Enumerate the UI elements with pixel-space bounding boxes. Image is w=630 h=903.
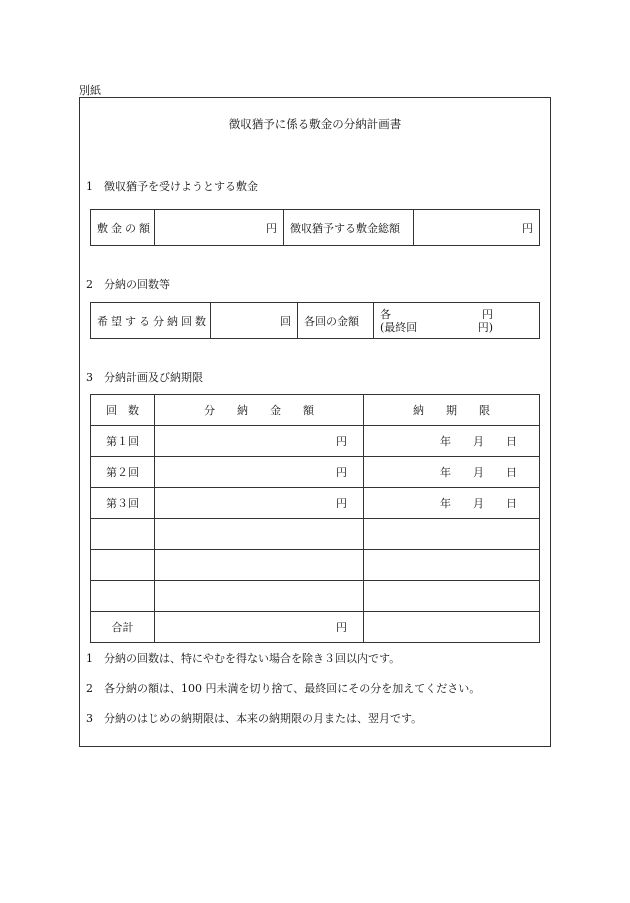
row-yen: 円 — [336, 497, 347, 510]
col-deadline-header: 納 期 限 — [364, 395, 540, 426]
document-title: 徴収猶予に係る敷金の分納計画書 — [228, 117, 402, 131]
row-month: 月 — [473, 435, 484, 448]
deposit-amount-field[interactable] — [155, 210, 284, 246]
section3-heading: 3 分納計画及び納期限 — [86, 371, 203, 384]
empty-cell[interactable] — [155, 581, 364, 612]
final-prefix: (最終回 — [380, 320, 418, 334]
section2-heading: 2 分納の回数等 — [86, 278, 170, 291]
final-unit: 円) — [477, 320, 493, 334]
row-year: 年 — [440, 466, 451, 479]
row-amount-field[interactable] — [155, 426, 364, 457]
table-row — [91, 488, 540, 519]
row-day: 日 — [506, 435, 517, 448]
row-day: 日 — [506, 466, 517, 479]
annex-label: 別紙 — [79, 84, 101, 97]
empty-cell[interactable] — [155, 519, 364, 550]
row-day: 日 — [506, 497, 517, 510]
col-amount-header: 分 納 金 額 — [155, 395, 364, 426]
row-year: 年 — [440, 497, 451, 510]
empty-cell[interactable] — [364, 612, 540, 643]
installment-count-table — [90, 302, 540, 339]
row-month: 月 — [473, 497, 484, 510]
row-deadline-field[interactable] — [364, 426, 540, 457]
row-label: 第１回 — [91, 426, 155, 457]
total-yen: 円 — [336, 621, 347, 634]
table-row — [91, 457, 540, 488]
empty-cell[interactable] — [91, 519, 155, 550]
row-yen: 円 — [336, 466, 347, 479]
empty-cell[interactable] — [364, 581, 540, 612]
empty-cell[interactable] — [91, 581, 155, 612]
deposit-total-label: 徴収猶予する敷金総額 — [284, 210, 414, 246]
empty-cell[interactable] — [364, 519, 540, 550]
empty-cell[interactable] — [364, 550, 540, 581]
empty-cell[interactable] — [155, 550, 364, 581]
installment-count-unit: 回 — [280, 314, 291, 328]
table-row — [91, 550, 540, 581]
table-row — [91, 581, 540, 612]
table-row — [91, 519, 540, 550]
total-label: 合計 — [91, 612, 155, 643]
note-3: 3 分納のはじめの納期限は、本来の納期限の月または、翌月です。 — [86, 712, 423, 725]
note-2: 2 各分納の額は、100 円未満を切り捨て、最終回にその分を加えてください。 — [86, 682, 481, 695]
total-amount-field[interactable] — [155, 612, 364, 643]
installment-count-field[interactable] — [211, 303, 298, 339]
row-month: 月 — [473, 466, 484, 479]
row-amount-field[interactable] — [155, 488, 364, 519]
empty-cell[interactable] — [91, 550, 155, 581]
note-1: 1 分納の回数は、特にやむを得ない場合を除き３回以内です。 — [86, 652, 401, 665]
row-label: 第２回 — [91, 457, 155, 488]
each-unit: 円 — [482, 307, 493, 321]
section1-heading: 1 徴収猶予を受けようとする敷金 — [86, 180, 258, 193]
total-row — [91, 612, 540, 643]
deposit-total-unit: 円 — [522, 221, 533, 235]
row-yen: 円 — [336, 435, 347, 448]
installment-count-label: 希望する分納回数 — [91, 303, 211, 339]
row-amount-field[interactable] — [155, 457, 364, 488]
deposit-amount-label: 敷金の額 — [91, 210, 155, 246]
table-row — [91, 426, 540, 457]
deposit-table — [90, 209, 540, 246]
deposit-amount-unit: 円 — [266, 221, 277, 235]
each-amount-field[interactable] — [374, 303, 540, 339]
row-year: 年 — [440, 435, 451, 448]
each-prefix: 各 — [380, 307, 391, 321]
row-label: 第３回 — [91, 488, 155, 519]
deposit-total-field[interactable] — [414, 210, 540, 246]
installment-plan-table — [90, 394, 540, 643]
each-amount-label: 各回の金額 — [298, 303, 374, 339]
col-count-header: 回 数 — [91, 395, 155, 426]
row-deadline-field[interactable] — [364, 457, 540, 488]
row-deadline-field[interactable] — [364, 488, 540, 519]
